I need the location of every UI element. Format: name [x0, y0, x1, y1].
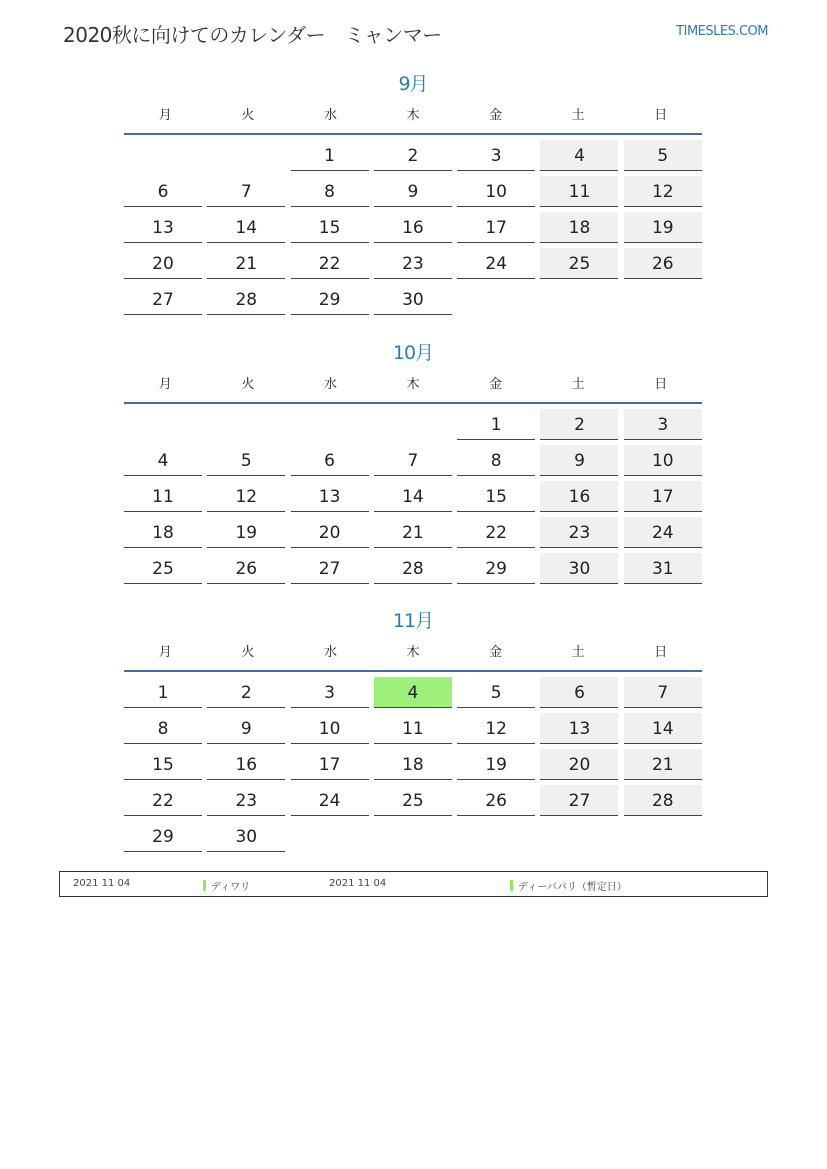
holiday-marker-icon	[510, 880, 513, 891]
day-cell[interactable]: 17	[291, 749, 369, 780]
weekday-label: 木	[406, 645, 420, 660]
weekday-label: 火	[241, 377, 255, 392]
holiday-legend	[59, 871, 768, 897]
day-cell[interactable]: 20	[540, 749, 618, 780]
day-cell[interactable]: 27	[540, 785, 618, 816]
day-cell[interactable]: 1	[457, 409, 535, 440]
month-title: 11月	[392, 610, 434, 632]
day-cell[interactable]: 11	[374, 713, 452, 744]
empty-day-cell	[124, 140, 202, 171]
day-cell[interactable]: 30	[207, 821, 285, 852]
weekday-label: 月	[158, 108, 172, 123]
day-cell[interactable]: 1	[291, 140, 369, 171]
weekday-header	[124, 98, 702, 135]
week-row	[124, 821, 702, 857]
day-cell[interactable]: 25	[374, 785, 452, 816]
day-cell[interactable]: 8	[457, 445, 535, 476]
week-row	[124, 749, 702, 785]
day-cell[interactable]: 24	[291, 785, 369, 816]
day-cell[interactable]: 8	[124, 713, 202, 744]
empty-day-cell	[624, 284, 702, 315]
weekday-label: 火	[241, 645, 255, 660]
weekday-label: 金	[489, 645, 503, 660]
day-cell[interactable]: 20	[291, 517, 369, 548]
weekday-label: 火	[241, 108, 255, 123]
weekday-label: 水	[323, 377, 337, 392]
weekday-label: 水	[323, 645, 337, 660]
day-cell[interactable]: 5	[624, 140, 702, 171]
day-cell[interactable]: 17	[457, 212, 535, 243]
day-cell[interactable]: 25	[124, 553, 202, 584]
day-cell[interactable]: 7	[207, 176, 285, 207]
week-row	[124, 445, 702, 481]
day-cell[interactable]: 15	[291, 212, 369, 243]
day-cell[interactable]: 12	[457, 713, 535, 744]
weekday-header	[124, 367, 702, 404]
day-cell[interactable]: 18	[540, 212, 618, 243]
week-row	[124, 785, 702, 821]
day-cell[interactable]: 23	[374, 248, 452, 279]
day-cell[interactable]: 13	[124, 212, 202, 243]
day-cell[interactable]: 14	[207, 212, 285, 243]
day-cell[interactable]: 5	[207, 445, 285, 476]
day-cell[interactable]: 2	[540, 409, 618, 440]
day-cell[interactable]: 15	[457, 481, 535, 512]
day-cell[interactable]: 11	[540, 176, 618, 207]
day-cell[interactable]: 3	[624, 409, 702, 440]
weekday-label: 月	[158, 645, 172, 660]
day-cell[interactable]: 30	[374, 284, 452, 315]
empty-day-cell	[457, 821, 535, 852]
week-row	[124, 140, 702, 176]
day-cell[interactable]: 28	[374, 553, 452, 584]
week-row	[124, 481, 702, 517]
day-cell[interactable]: 16	[207, 749, 285, 780]
weekday-label: 土	[571, 645, 585, 660]
day-cell[interactable]: 22	[457, 517, 535, 548]
day-cell[interactable]: 14	[374, 481, 452, 512]
week-row	[124, 713, 702, 749]
empty-day-cell	[124, 409, 202, 440]
holiday-marker-icon	[203, 880, 206, 891]
weekday-label: 月	[158, 377, 172, 392]
day-cell[interactable]: 18	[374, 749, 452, 780]
day-cell[interactable]: 9	[540, 445, 618, 476]
day-cell[interactable]: 25	[540, 248, 618, 279]
day-cell[interactable]: 22	[124, 785, 202, 816]
empty-day-cell	[624, 821, 702, 852]
day-cell[interactable]: 7	[374, 445, 452, 476]
brand-logo[interactable]: TIMESLES.COM	[676, 24, 768, 39]
day-cell[interactable]: 29	[124, 821, 202, 852]
week-row	[124, 284, 702, 320]
day-cell[interactable]: 6	[291, 445, 369, 476]
empty-day-cell	[374, 409, 452, 440]
day-cell[interactable]: 11	[124, 481, 202, 512]
day-cell[interactable]: 3	[457, 140, 535, 171]
day-cell[interactable]: 4	[124, 445, 202, 476]
day-cell[interactable]: 14	[624, 713, 702, 744]
day-cell[interactable]: 19	[457, 749, 535, 780]
month-october	[124, 339, 702, 589]
month-november	[124, 607, 702, 857]
day-cell[interactable]: 29	[291, 284, 369, 315]
day-cell[interactable]: 9	[207, 713, 285, 744]
day-cell[interactable]: 13	[540, 713, 618, 744]
legend-date-2: 2021 11 04	[329, 878, 387, 889]
day-cell[interactable]: 28	[624, 785, 702, 816]
empty-day-cell	[207, 409, 285, 440]
day-cell[interactable]: 10	[457, 176, 535, 207]
month-title: 9月	[398, 73, 428, 95]
empty-day-cell	[207, 140, 285, 171]
day-cell[interactable]: 12	[624, 176, 702, 207]
day-cell[interactable]: 27	[124, 284, 202, 315]
day-cell[interactable]: 6	[124, 176, 202, 207]
empty-day-cell	[540, 284, 618, 315]
day-cell[interactable]: 19	[207, 517, 285, 548]
week-row	[124, 517, 702, 553]
day-cell[interactable]: 5	[457, 677, 535, 708]
week-row	[124, 212, 702, 248]
day-cell[interactable]: 23	[540, 517, 618, 548]
day-cell[interactable]: 24	[624, 517, 702, 548]
day-cell[interactable]: 26	[207, 553, 285, 584]
day-cell[interactable]: 26	[457, 785, 535, 816]
empty-day-cell	[291, 821, 369, 852]
day-cell[interactable]: 1	[124, 677, 202, 708]
day-cell[interactable]: 12	[207, 481, 285, 512]
weekday-label: 土	[571, 377, 585, 392]
day-cell[interactable]: 21	[207, 248, 285, 279]
legend-name-1: ディワリ	[203, 878, 250, 893]
day-cell[interactable]: 19	[624, 212, 702, 243]
week-row	[124, 553, 702, 589]
day-cell[interactable]: 18	[124, 517, 202, 548]
weekday-label: 水	[323, 108, 337, 123]
weekday-label: 金	[489, 377, 503, 392]
empty-day-cell	[457, 284, 535, 315]
day-cell[interactable]: 17	[624, 481, 702, 512]
week-row	[124, 409, 702, 445]
day-cell[interactable]: 2	[207, 677, 285, 708]
legend-name-2: ディーバパリ（暫定日）	[510, 878, 627, 893]
weekday-label: 日	[654, 108, 668, 123]
day-cell[interactable]: 2	[374, 140, 452, 171]
day-cell[interactable]: 28	[207, 284, 285, 315]
day-cell[interactable]: 22	[291, 248, 369, 279]
weekday-label: 土	[571, 108, 585, 123]
day-cell[interactable]: 9	[374, 176, 452, 207]
day-cell[interactable]: 29	[457, 553, 535, 584]
weekday-label: 木	[406, 377, 420, 392]
day-cell[interactable]: 20	[124, 248, 202, 279]
empty-day-cell	[540, 821, 618, 852]
weekday-label: 日	[654, 377, 668, 392]
day-cell[interactable]: 15	[124, 749, 202, 780]
month-title: 10月	[392, 342, 434, 364]
day-cell[interactable]: 13	[291, 481, 369, 512]
day-cell[interactable]: 4	[540, 140, 618, 171]
empty-day-cell	[374, 821, 452, 852]
holiday-day-cell[interactable]: 4	[374, 677, 452, 708]
day-cell[interactable]: 16	[374, 212, 452, 243]
weekday-label: 木	[406, 108, 420, 123]
day-cell[interactable]: 10	[624, 445, 702, 476]
month-september	[124, 70, 702, 320]
day-cell[interactable]: 7	[624, 677, 702, 708]
weekday-label: 金	[489, 108, 503, 123]
day-cell[interactable]: 23	[207, 785, 285, 816]
day-cell[interactable]: 16	[540, 481, 618, 512]
weekday-label: 日	[654, 645, 668, 660]
page-title: 2020秋に向けてのカレンダー ミャンマー	[63, 23, 442, 47]
week-row	[124, 248, 702, 284]
day-cell[interactable]: 10	[291, 713, 369, 744]
weekday-header	[124, 635, 702, 672]
day-cell[interactable]: 30	[540, 553, 618, 584]
week-row	[124, 677, 702, 713]
day-cell[interactable]: 24	[457, 248, 535, 279]
empty-day-cell	[291, 409, 369, 440]
day-cell[interactable]: 21	[374, 517, 452, 548]
week-row	[124, 176, 702, 212]
day-cell[interactable]: 3	[291, 677, 369, 708]
day-cell[interactable]: 27	[291, 553, 369, 584]
day-cell[interactable]: 8	[291, 176, 369, 207]
day-cell[interactable]: 6	[540, 677, 618, 708]
legend-date-1: 2021 11 04	[73, 878, 131, 889]
day-cell[interactable]: 21	[624, 749, 702, 780]
day-cell[interactable]: 26	[624, 248, 702, 279]
day-cell[interactable]: 31	[624, 553, 702, 584]
